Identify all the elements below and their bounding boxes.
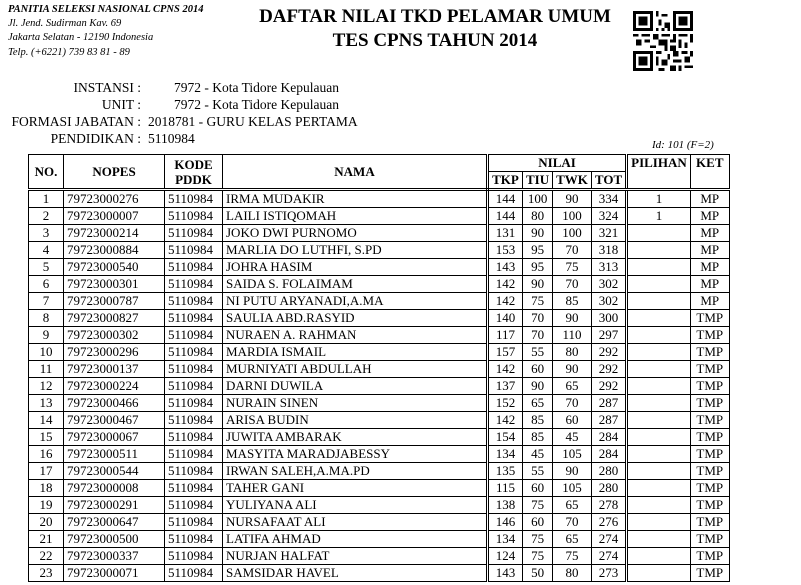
cell-twk: 110	[553, 327, 592, 344]
cell-tot: 284	[591, 429, 626, 446]
org-street: Jl. Jend. Sudirman Kav. 69	[8, 18, 122, 30]
cell-pilihan	[627, 293, 691, 310]
cell-pilihan	[627, 242, 691, 259]
cell-nama: JOHRA HASIM	[223, 259, 488, 276]
col-header-ket: KET	[690, 155, 729, 190]
cell-ket: TMP	[690, 565, 729, 582]
cell-no: 14	[29, 412, 64, 429]
cell-pddk: 5110984	[165, 548, 223, 565]
table-row	[29, 293, 730, 310]
cell-tiu: 90	[523, 225, 553, 242]
table-row	[29, 310, 730, 327]
cell-nopes: 79723000276	[64, 190, 165, 208]
table-row	[29, 497, 730, 514]
cell-no: 4	[29, 242, 64, 259]
col-header-nama: NAMA	[223, 155, 488, 190]
cell-pddk: 5110984	[165, 531, 223, 548]
cell-twk: 70	[553, 242, 592, 259]
cell-tot: 302	[591, 293, 626, 310]
cell-tkp: 124	[488, 548, 523, 565]
cell-tkp: 142	[488, 276, 523, 293]
organizer-address	[8, 3, 203, 60]
cell-twk: 90	[553, 190, 592, 208]
cell-pilihan	[627, 497, 691, 514]
cell-no: 17	[29, 463, 64, 480]
cell-tkp: 157	[488, 344, 523, 361]
cell-tiu: 70	[523, 327, 553, 344]
cell-tot: 292	[591, 344, 626, 361]
cell-ket: TMP	[690, 514, 729, 531]
cell-tiu: 75	[523, 531, 553, 548]
cell-no: 21	[29, 531, 64, 548]
cell-tot: 324	[591, 208, 626, 225]
cell-tkp: 143	[488, 259, 523, 276]
cell-nama: MARLIA DO LUTHFI, S.PD	[223, 242, 488, 259]
cell-nopes: 79723000302	[64, 327, 165, 344]
cell-tiu: 80	[523, 208, 553, 225]
cell-nama: NURAEN A. RAHMAN	[223, 327, 488, 344]
cell-ket: TMP	[690, 429, 729, 446]
cell-tiu: 95	[523, 242, 553, 259]
cell-pddk: 5110984	[165, 565, 223, 582]
cell-pilihan	[627, 446, 691, 463]
id-note: Id: 101 (F=2)	[652, 139, 714, 151]
cell-nopes: 79723000224	[64, 378, 165, 395]
cell-twk: 70	[553, 514, 592, 531]
cell-pilihan	[627, 548, 691, 565]
cell-tiu: 95	[523, 259, 553, 276]
cell-tkp: 144	[488, 190, 523, 208]
cell-nopes: 79723000884	[64, 242, 165, 259]
cell-ket: TMP	[690, 480, 729, 497]
cell-nopes: 79723000827	[64, 310, 165, 327]
cell-no: 8	[29, 310, 64, 327]
cell-pilihan	[627, 531, 691, 548]
cell-tiu: 70	[523, 310, 553, 327]
instansi-label: INSTANSI :	[73, 80, 141, 95]
cell-nama: NI PUTU ARYANADI,A.MA	[223, 293, 488, 310]
table-row	[29, 242, 730, 259]
cell-nopes: 79723000467	[64, 412, 165, 429]
table-row	[29, 344, 730, 361]
cell-nama: JUWITA AMBARAK	[223, 429, 488, 446]
cell-pddk: 5110984	[165, 208, 223, 225]
cell-pddk: 5110984	[165, 446, 223, 463]
cell-no: 6	[29, 276, 64, 293]
cell-no: 16	[29, 446, 64, 463]
col-header-kode-pddk	[165, 155, 223, 190]
cell-tot: 302	[591, 276, 626, 293]
cell-tot: 292	[591, 361, 626, 378]
cell-nama: IRMA MUDAKIR	[223, 190, 488, 208]
cell-nopes: 79723000007	[64, 208, 165, 225]
cell-tot: 274	[591, 531, 626, 548]
cell-tot: 334	[591, 190, 626, 208]
score-table	[28, 154, 730, 582]
cell-tkp: 143	[488, 565, 523, 582]
cell-pddk: 5110984	[165, 412, 223, 429]
cell-tiu: 60	[523, 361, 553, 378]
cell-pilihan	[627, 429, 691, 446]
cell-pilihan	[627, 565, 691, 582]
cell-tot: 273	[591, 565, 626, 582]
cell-no: 9	[29, 327, 64, 344]
cell-nopes: 79723000214	[64, 225, 165, 242]
cell-no: 10	[29, 344, 64, 361]
cell-no: 5	[29, 259, 64, 276]
cell-twk: 100	[553, 225, 592, 242]
cell-twk: 65	[553, 497, 592, 514]
cell-ket: MP	[690, 242, 729, 259]
cell-no: 22	[29, 548, 64, 565]
org-phone: Telp. (+6221) 739 83 81 - 89	[8, 46, 130, 58]
cell-nama: NURAIN SINEN	[223, 395, 488, 412]
cell-pddk: 5110984	[165, 293, 223, 310]
cell-pddk: 5110984	[165, 225, 223, 242]
cell-pilihan	[627, 412, 691, 429]
cell-pilihan: 1	[627, 190, 691, 208]
document-subtitle: TES CPNS TAHUN 2014	[332, 30, 538, 51]
col-header-nilai: NILAI	[488, 155, 627, 172]
cell-pddk: 5110984	[165, 395, 223, 412]
table-row	[29, 327, 730, 344]
cell-tkp: 135	[488, 463, 523, 480]
cell-nopes: 79723000787	[64, 293, 165, 310]
org-city: Jakarta Selatan - 12190 Indonesia	[8, 32, 154, 44]
cell-tiu: 55	[523, 344, 553, 361]
cell-tkp: 131	[488, 225, 523, 242]
cell-nopes: 79723000067	[64, 429, 165, 446]
cell-nopes: 79723000500	[64, 531, 165, 548]
cell-twk: 80	[553, 344, 592, 361]
cell-no: 12	[29, 378, 64, 395]
cell-nama: NURSAFAAT ALI	[223, 514, 488, 531]
cell-ket: MP	[690, 225, 729, 242]
cell-tiu: 60	[523, 514, 553, 531]
cell-pilihan	[627, 463, 691, 480]
cell-no: 23	[29, 565, 64, 582]
cell-pddk: 5110984	[165, 514, 223, 531]
cell-nama: YULIYANA ALI	[223, 497, 488, 514]
cell-tot: 284	[591, 446, 626, 463]
cell-ket: TMP	[690, 378, 729, 395]
cell-tot: 318	[591, 242, 626, 259]
document-title: DAFTAR NILAI TKD PELAMAR UMUM	[259, 6, 611, 27]
cell-nama: IRWAN SALEH,A.MA.PD	[223, 463, 488, 480]
table-row	[29, 446, 730, 463]
cell-ket: MP	[690, 293, 729, 310]
cell-tkp: 142	[488, 361, 523, 378]
cell-tkp: 153	[488, 242, 523, 259]
cell-tot: 280	[591, 463, 626, 480]
cell-tot: 276	[591, 514, 626, 531]
cell-nama: SAULIA ABD.RASYID	[223, 310, 488, 327]
cell-nopes: 79723000137	[64, 361, 165, 378]
cell-nama: LATIFA AHMAD	[223, 531, 488, 548]
table-row	[29, 412, 730, 429]
cell-tkp: 146	[488, 514, 523, 531]
cell-tot: 313	[591, 259, 626, 276]
formasi-label: FORMASI JABATAN :	[11, 114, 141, 129]
cell-no: 18	[29, 480, 64, 497]
cell-ket: MP	[690, 208, 729, 225]
cell-pddk: 5110984	[165, 361, 223, 378]
table-row	[29, 225, 730, 242]
table-body	[29, 190, 730, 582]
cell-tiu: 55	[523, 463, 553, 480]
cell-nopes: 79723000647	[64, 514, 165, 531]
table-row	[29, 480, 730, 497]
table-row	[29, 259, 730, 276]
cell-twk: 45	[553, 429, 592, 446]
cell-pddk: 5110984	[165, 242, 223, 259]
cell-twk: 65	[553, 531, 592, 548]
cell-ket: MP	[690, 276, 729, 293]
cell-tkp: 138	[488, 497, 523, 514]
cell-nopes: 79723000301	[64, 276, 165, 293]
cell-pilihan	[627, 310, 691, 327]
cell-pddk: 5110984	[165, 429, 223, 446]
cell-nopes: 79723000337	[64, 548, 165, 565]
cell-nopes: 79723000291	[64, 497, 165, 514]
cell-nopes: 79723000296	[64, 344, 165, 361]
cell-pddk: 5110984	[165, 327, 223, 344]
cell-pilihan	[627, 514, 691, 531]
cell-tkp: 134	[488, 446, 523, 463]
cell-twk: 85	[553, 293, 592, 310]
cell-nama: LAILI ISTIQOMAH	[223, 208, 488, 225]
cell-ket: MP	[690, 190, 729, 208]
cell-tkp: 154	[488, 429, 523, 446]
table-header-row	[29, 155, 730, 172]
cell-pddk: 5110984	[165, 276, 223, 293]
table-row	[29, 463, 730, 480]
cell-tiu: 45	[523, 446, 553, 463]
cell-pddk: 5110984	[165, 190, 223, 208]
cell-nama: SAMSIDAR HAVEL	[223, 565, 488, 582]
qr-code-icon	[633, 11, 693, 71]
cell-tkp: 137	[488, 378, 523, 395]
org-name: PANITIA SELEKSI NASIONAL CPNS 2014	[8, 4, 204, 15]
cell-nopes: 79723000540	[64, 259, 165, 276]
table-row	[29, 208, 730, 225]
cell-no: 11	[29, 361, 64, 378]
cell-tot: 297	[591, 327, 626, 344]
cell-nama: ARISA BUDIN	[223, 412, 488, 429]
cell-tiu: 75	[523, 497, 553, 514]
cell-tiu: 85	[523, 429, 553, 446]
table-row	[29, 378, 730, 395]
instansi-value: 7972 - Kota Tidore Kepulauan	[174, 80, 339, 95]
col-header-nopes: NOPES	[64, 155, 165, 190]
cell-tkp: 152	[488, 395, 523, 412]
cell-pddk: 5110984	[165, 378, 223, 395]
table-row	[29, 429, 730, 446]
pendidikan-value: 5110984	[148, 131, 195, 146]
cell-tiu: 75	[523, 548, 553, 565]
cell-tkp: 144	[488, 208, 523, 225]
table-row	[29, 565, 730, 582]
cell-pilihan	[627, 327, 691, 344]
cell-nopes: 79723000071	[64, 565, 165, 582]
table-row	[29, 276, 730, 293]
cell-ket: TMP	[690, 344, 729, 361]
cell-tiu: 85	[523, 412, 553, 429]
cell-pilihan	[627, 259, 691, 276]
cell-nama: DARNI DUWILA	[223, 378, 488, 395]
cell-tkp: 142	[488, 293, 523, 310]
cell-nopes: 79723000008	[64, 480, 165, 497]
unit-value: 7972 - Kota Tidore Kepulauan	[174, 97, 339, 112]
cell-twk: 70	[553, 395, 592, 412]
cell-tot: 287	[591, 395, 626, 412]
cell-pilihan	[627, 378, 691, 395]
cell-ket: TMP	[690, 361, 729, 378]
cell-no: 1	[29, 190, 64, 208]
cell-pddk: 5110984	[165, 463, 223, 480]
cell-twk: 90	[553, 310, 592, 327]
cell-no: 7	[29, 293, 64, 310]
cell-ket: TMP	[690, 548, 729, 565]
cell-ket: TMP	[690, 446, 729, 463]
cell-pilihan	[627, 480, 691, 497]
cell-twk: 70	[553, 276, 592, 293]
table-row	[29, 190, 730, 208]
cell-pddk: 5110984	[165, 344, 223, 361]
pendidikan-label: PENDIDIKAN :	[50, 131, 141, 146]
cell-tot: 300	[591, 310, 626, 327]
formasi-value: 2018781 - GURU KELAS PERTAMA	[148, 114, 358, 129]
cell-pilihan: 1	[627, 208, 691, 225]
cell-pilihan	[627, 344, 691, 361]
cell-nopes: 79723000466	[64, 395, 165, 412]
cell-ket: TMP	[690, 327, 729, 344]
cell-twk: 90	[553, 463, 592, 480]
cell-tiu: 100	[523, 190, 553, 208]
col-header-pddk: PDDK	[175, 171, 212, 187]
cell-pilihan	[627, 225, 691, 242]
cell-tot: 280	[591, 480, 626, 497]
cell-tiu: 65	[523, 395, 553, 412]
cell-tot: 278	[591, 497, 626, 514]
cell-nama: JOKO DWI PURNOMO	[223, 225, 488, 242]
cell-tiu: 90	[523, 378, 553, 395]
cell-no: 19	[29, 497, 64, 514]
cell-nama: MASYITA MARADJABESSY	[223, 446, 488, 463]
cell-ket: TMP	[690, 412, 729, 429]
cell-nopes: 79723000544	[64, 463, 165, 480]
cell-pddk: 5110984	[165, 480, 223, 497]
col-header-pilihan: PILIHAN	[627, 155, 691, 190]
cell-twk: 60	[553, 412, 592, 429]
cell-ket: TMP	[690, 497, 729, 514]
cell-no: 13	[29, 395, 64, 412]
cell-tkp: 140	[488, 310, 523, 327]
table-row	[29, 395, 730, 412]
cell-pilihan	[627, 395, 691, 412]
cell-tkp: 134	[488, 531, 523, 548]
cell-tiu: 75	[523, 293, 553, 310]
cell-ket: TMP	[690, 310, 729, 327]
cell-nama: NURJAN HALFAT	[223, 548, 488, 565]
col-header-twk: TWK	[553, 172, 592, 190]
cell-tiu: 60	[523, 480, 553, 497]
cell-tkp: 115	[488, 480, 523, 497]
col-header-tot: TOT	[591, 172, 626, 190]
cell-twk: 100	[553, 208, 592, 225]
cell-twk: 75	[553, 548, 592, 565]
cell-tot: 274	[591, 548, 626, 565]
table-row	[29, 531, 730, 548]
cell-pilihan	[627, 276, 691, 293]
cell-ket: TMP	[690, 463, 729, 480]
table-row	[29, 514, 730, 531]
table-row	[29, 361, 730, 378]
cell-tot: 321	[591, 225, 626, 242]
col-header-tiu: TIU	[523, 172, 553, 190]
cell-twk: 80	[553, 565, 592, 582]
cell-tot: 287	[591, 412, 626, 429]
cell-nopes: 79723000511	[64, 446, 165, 463]
cell-pilihan	[627, 361, 691, 378]
cell-pddk: 5110984	[165, 310, 223, 327]
cell-twk: 105	[553, 446, 592, 463]
unit-label: UNIT :	[101, 97, 141, 112]
cell-no: 3	[29, 225, 64, 242]
cell-tiu: 90	[523, 276, 553, 293]
cell-twk: 65	[553, 378, 592, 395]
cell-tkp: 117	[488, 327, 523, 344]
cell-twk: 90	[553, 361, 592, 378]
cell-tot: 292	[591, 378, 626, 395]
cell-twk: 105	[553, 480, 592, 497]
cell-pddk: 5110984	[165, 259, 223, 276]
col-header-no: NO.	[29, 155, 64, 190]
cell-twk: 75	[553, 259, 592, 276]
cell-no: 2	[29, 208, 64, 225]
cell-nama: MARDIA ISMAIL	[223, 344, 488, 361]
cell-ket: MP	[690, 259, 729, 276]
cell-pddk: 5110984	[165, 497, 223, 514]
cell-ket: TMP	[690, 531, 729, 548]
cell-tiu: 50	[523, 565, 553, 582]
cell-no: 15	[29, 429, 64, 446]
cell-no: 20	[29, 514, 64, 531]
cell-ket: TMP	[690, 395, 729, 412]
col-header-tkp: TKP	[488, 172, 523, 190]
cell-nama: MURNIYATI ABDULLAH	[223, 361, 488, 378]
col-header-kode: KODE	[174, 156, 213, 172]
cell-nama: SAIDA S. FOLAIMAM	[223, 276, 488, 293]
cell-nama: TAHER GANI	[223, 480, 488, 497]
table-row	[29, 548, 730, 565]
cell-tkp: 142	[488, 412, 523, 429]
